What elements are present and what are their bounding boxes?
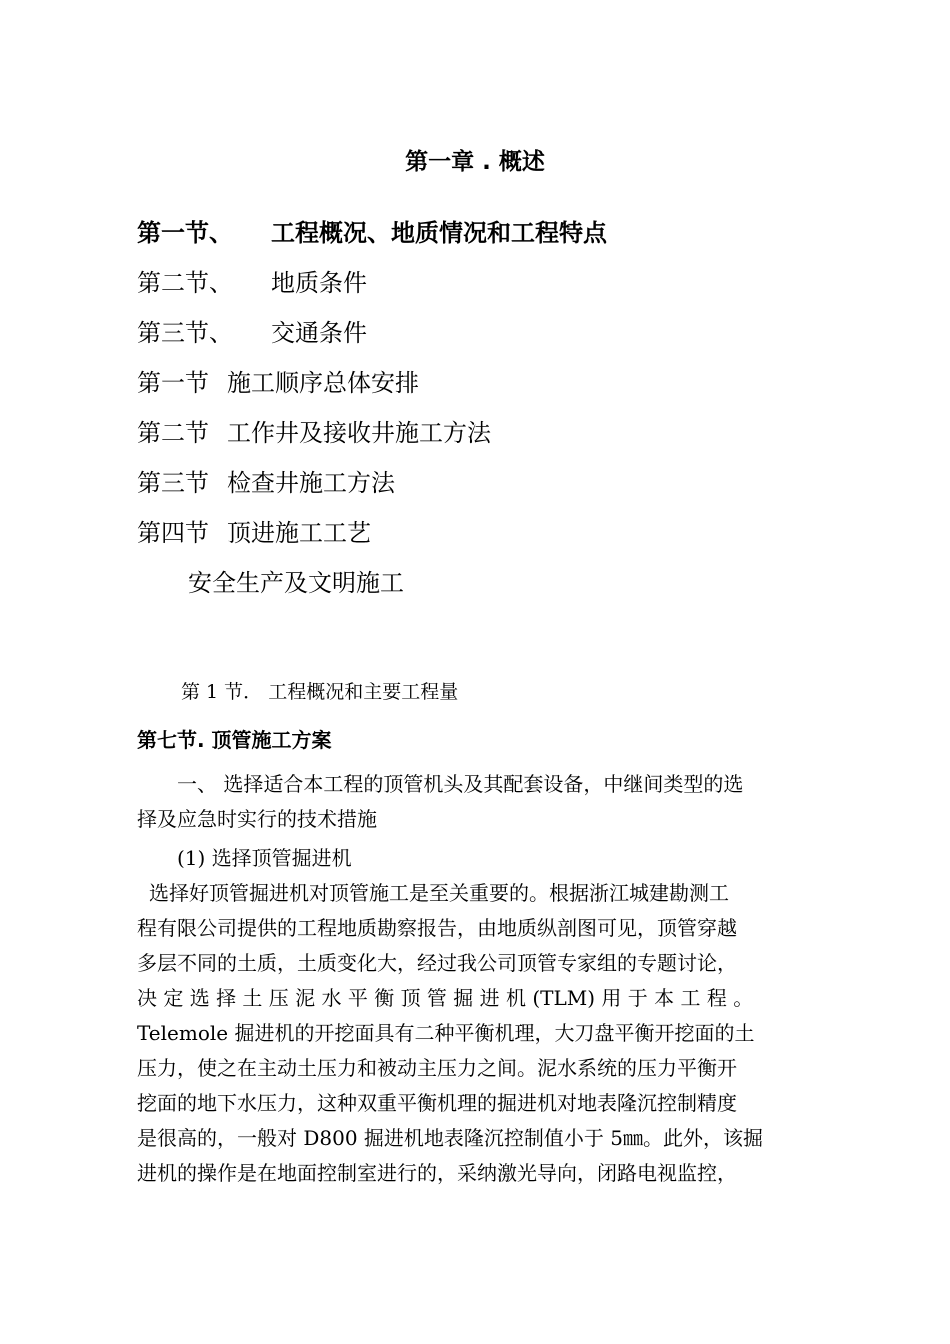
toc-item-text: 顶进施工工艺	[227, 519, 371, 547]
section-heading: 第 1 节． 工程概况和主要工程量	[181, 681, 459, 703]
text-line: 压力，使之在主动土压力和被动主压力之间。泥水系统的压力平衡开	[137, 1056, 737, 1080]
toc-item-number: 第二节、	[137, 269, 233, 297]
toc-item-text: 检查井施工方法	[227, 469, 395, 497]
toc-item-number: 第三节	[137, 469, 209, 497]
toc-item	[137, 314, 857, 364]
text-line: 挖面的地下水压力，这种双重平衡机理的掘进机对地表隆沉控制精度	[137, 1091, 737, 1115]
toc-item-text: 施工顺序总体安排	[227, 369, 419, 397]
chapter-title: 第一章 . 概述	[405, 149, 545, 175]
text-line: Telemole 掘进机的开挖面具有二种平衡机理，大刀盘平衡开挖面的土	[137, 1021, 755, 1045]
toc-item-text: 工程概况、地质情况和工程特点	[271, 219, 607, 247]
text-line: 选择好顶管掘进机对顶管施工是至关重要的。根据浙江城建勘测工	[149, 881, 729, 905]
toc-item-number: 第三节、	[137, 319, 233, 347]
toc-item-text: 地质条件	[271, 269, 367, 297]
toc-item-number: 第一节	[137, 369, 209, 397]
toc-item-number: 第二节	[137, 419, 209, 447]
paragraph-equipment-selection	[137, 767, 823, 837]
toc-item	[137, 564, 857, 614]
paragraph-machine-description	[137, 876, 823, 1191]
toc-item	[137, 264, 857, 314]
text-line: (1) 选择顶管掘进机	[177, 846, 352, 870]
paragraph-machine-heading	[137, 841, 823, 876]
toc-item	[137, 364, 857, 414]
text-line: 择及应急时实行的技术措施	[137, 807, 377, 831]
text-line: 多层不同的土质，土质变化大，经过我公司顶管专家组的专题讨论，	[137, 951, 737, 975]
text-line: 是很高的，一般对 D800 掘进机地表隆沉控制值小于 5㎜。此外，该掘	[137, 1126, 764, 1150]
table-of-contents	[137, 214, 857, 614]
toc-item-text: 安全生产及文明施工	[188, 569, 404, 597]
toc-item	[137, 464, 857, 514]
text-line: 进机的操作是在地面控制室进行的，采纳激光导向，闭路电视监控，	[137, 1161, 737, 1185]
toc-item	[137, 214, 857, 264]
toc-item-number: 第一节、	[137, 219, 233, 247]
toc-item	[137, 414, 857, 464]
subsection-heading: 第七节. 顶管施工方案	[137, 728, 332, 752]
text-line: 决 定 选 择 土 压 泥 水 平 衡 顶 管 掘 进 机 (TLM) 用 于 本 工 程 。	[137, 986, 754, 1010]
toc-item-text: 工作井及接收井施工方法	[227, 419, 491, 447]
toc-item-text: 交通条件	[271, 319, 367, 347]
toc-item	[137, 514, 857, 564]
toc-item-number: 第四节	[137, 519, 209, 547]
text-line: 程有限公司提供的工程地质勘察报告，由地质纵剖图可见，顶管穿越	[137, 916, 737, 940]
text-line: 一、 选择适合本工程的顶管机头及其配套设备，中继间类型的选	[177, 772, 744, 796]
